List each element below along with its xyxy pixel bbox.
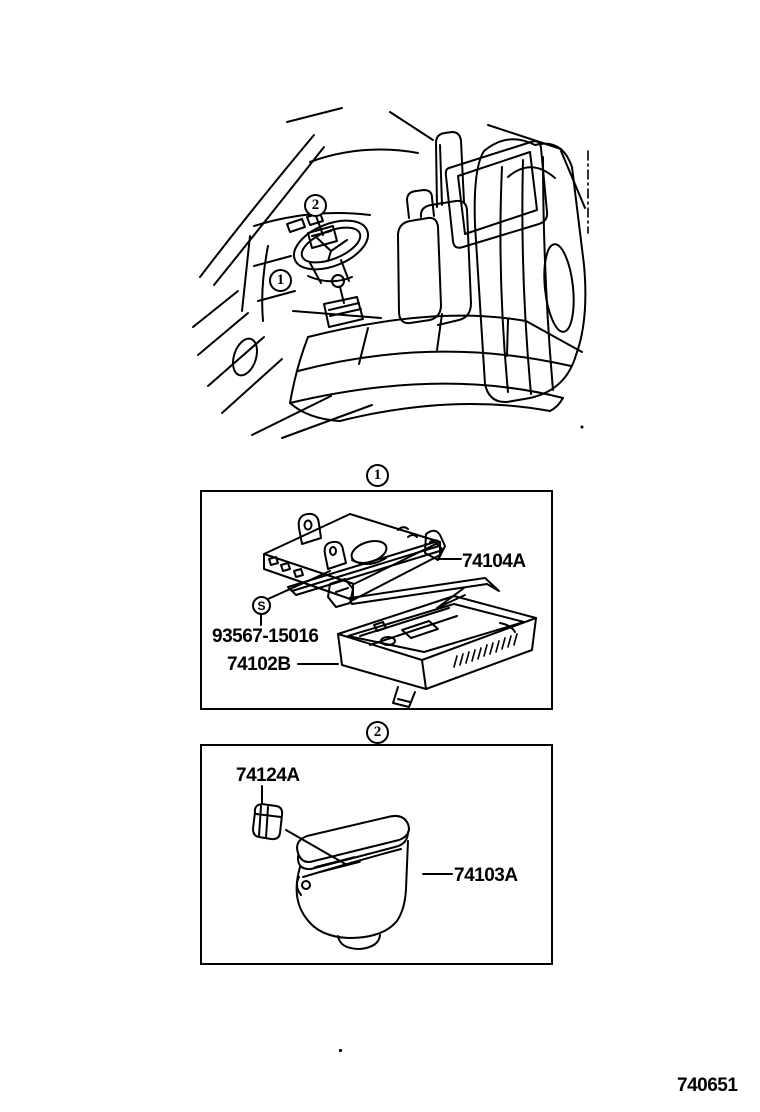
part-label-74104a[interactable]: 74104A bbox=[462, 551, 526, 572]
part-label-74102b[interactable]: 74102B bbox=[227, 654, 291, 675]
figure-1-callout-badge[interactable]: 1 bbox=[366, 464, 389, 487]
part-label-74124a[interactable]: 74124A bbox=[236, 765, 300, 786]
part-label-93567-15016[interactable]: 93567-15016 bbox=[212, 626, 319, 647]
screw-symbol[interactable]: S bbox=[252, 596, 271, 615]
figure-2-callout-badge[interactable]: 2 bbox=[366, 721, 389, 744]
cab-interior-drawing bbox=[190, 105, 600, 440]
part-label-74103a[interactable]: 74103A bbox=[454, 865, 518, 886]
interior-callout-2[interactable]: 2 bbox=[304, 194, 327, 217]
scan-speck bbox=[339, 1049, 342, 1052]
page-code: 740651 bbox=[677, 1075, 738, 1096]
interior-callout-1[interactable]: 1 bbox=[269, 269, 292, 292]
